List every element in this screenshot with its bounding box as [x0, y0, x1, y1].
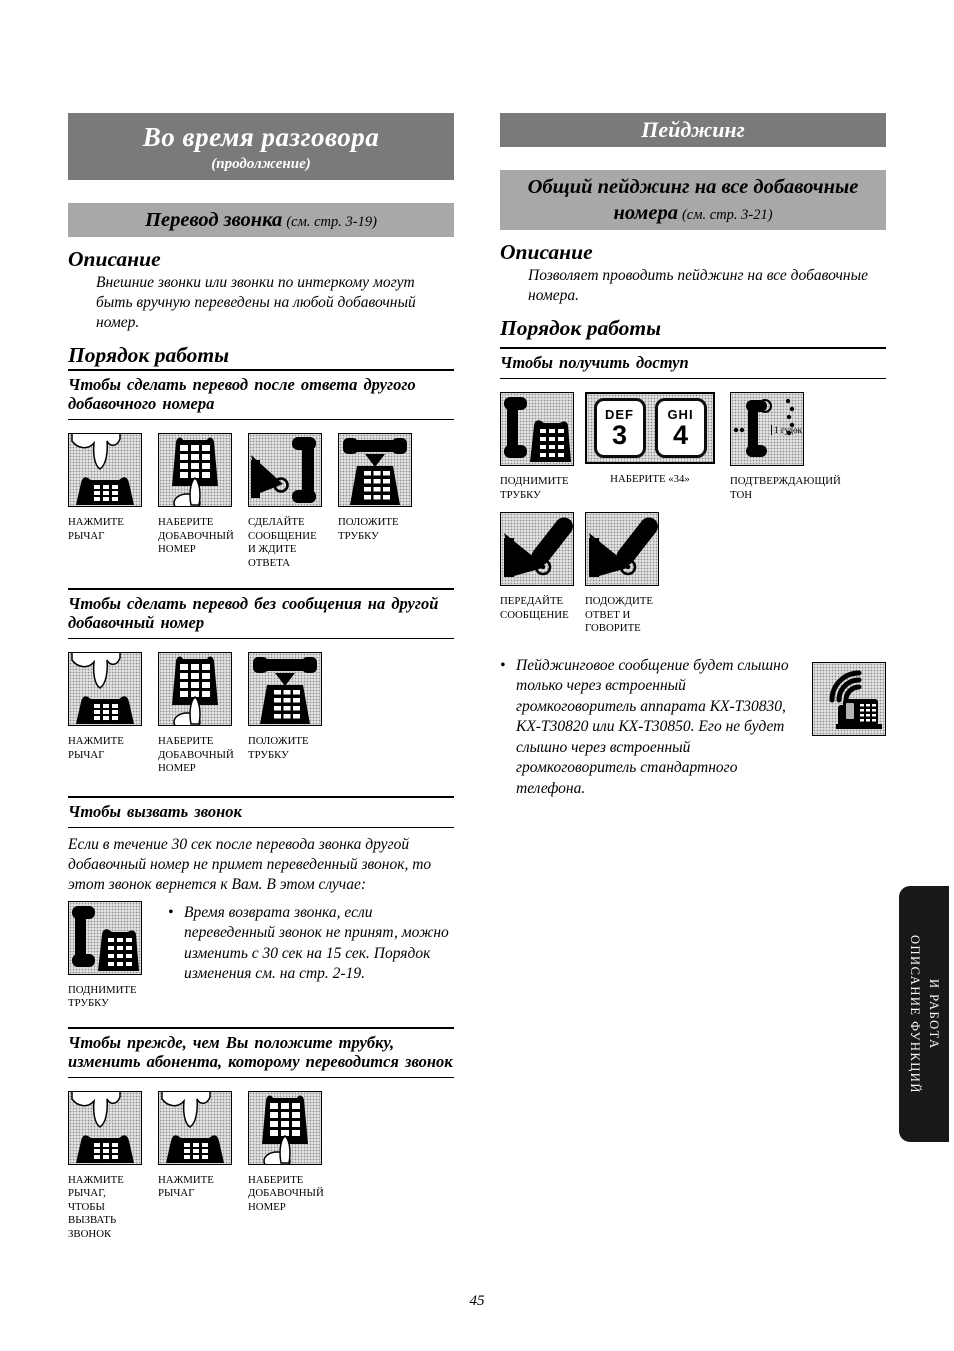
right-column [500, 113, 886, 799]
key-digit: 4 [672, 419, 689, 450]
description-text: Позволяет проводить пейджинг на все добавочные номера. [528, 267, 868, 304]
steps-row [68, 901, 454, 1011]
key-letters: DEF [605, 406, 634, 422]
step [585, 392, 715, 502]
step-label: НАБЕРИТЕ ДОБАВОЧНЫЙ НОМЕР [158, 735, 234, 774]
step-label: ПОДТВЕРЖДАЮЩИЙ ТОН [730, 475, 841, 501]
steps-row [500, 379, 886, 506]
step [158, 1091, 230, 1242]
feature-title: Общий пейджинг на все добавочные номера [527, 176, 859, 224]
step-label: НАЖМИТЕ РЫЧАГ, ЧТОБЫ ВЫЗВАТЬ ЗВОНОК [68, 1173, 124, 1240]
feature-banner-all-page [500, 170, 886, 230]
keys-34-icon [585, 392, 715, 464]
press-hook-icon [68, 1091, 142, 1165]
step [158, 433, 234, 570]
step [68, 652, 140, 776]
step-label: НАБЕРИТЕ ДОБАВОЧНЫЙ НОМЕР [158, 516, 234, 555]
step-label: ПОЛОЖИТЕ ТРУБКУ [338, 516, 399, 542]
note-text: Пейджинговое сообщение будет слышно только через встроенный громкоговоритель аппарата KX-T30830, KX-T30820 или KX-T30850. Его не будет слышно через встроенный громкоговоритель стандартного телефона. [516, 656, 789, 797]
steps-row [68, 639, 454, 780]
note-bullet: • [500, 656, 506, 674]
block-heading: Чтобы получить доступ [500, 347, 886, 379]
step-label: СДЕЛАЙТЕ СООБЩЕНИЕ И ЖДИТЕ ОТВЕТА [248, 516, 317, 569]
key-letters: GHI [667, 406, 694, 422]
note-text: Время возврата звонка, если переведенный звонок не принят, можно изменить с 30 сек на 15 сек. Порядок изменения см. на стр. 2-19. [184, 903, 449, 982]
step-label: НАБЕРИТЕ ДОБАВОЧНЫЙ НОМЕР [248, 1173, 324, 1213]
step-label: НАЖМИТЕ РЫЧАГ [158, 1173, 214, 1199]
step [68, 1091, 140, 1242]
step [500, 392, 572, 502]
block-heading: Чтобы сделать перевод без сообщения на другой добавочный номер [68, 588, 454, 639]
press-hook-icon [68, 652, 142, 726]
note-bullet: • [168, 903, 174, 921]
dial-keypad-icon [248, 1091, 322, 1165]
feature-title: Перевод звонка [145, 209, 283, 231]
step [158, 652, 234, 776]
steps-row [68, 420, 454, 574]
steps-row [500, 506, 886, 640]
dial-keypad-icon [158, 433, 232, 507]
step [68, 433, 140, 570]
key-digit: 3 [611, 419, 628, 450]
section-header-during-conversation [68, 113, 454, 180]
chapter-tab-line1: ОПИСАНИЕ ФУНКЦИЙ [908, 934, 922, 1094]
description-text: Внешние звонки или звонки по интеркому могут быть вручную переведены на любой добавочный номер. [96, 274, 416, 331]
description-heading: Описание [68, 247, 161, 271]
step [248, 1091, 324, 1242]
block-heading: Чтобы вызвать звонок [68, 796, 454, 828]
chapter-tab-text [905, 935, 943, 1094]
left-column [68, 113, 454, 1245]
procedure-heading: Порядок работы [68, 343, 230, 367]
hang-up-icon [338, 433, 412, 507]
talk-icon [585, 512, 659, 586]
step-label: ПЕРЕДАЙТЕ СООБЩЕНИЕ [500, 595, 569, 621]
step [248, 433, 320, 570]
step-label: НАБЕРИТЕ «34» [610, 473, 690, 485]
tone-count-label: 1 гудок [771, 425, 802, 435]
step [338, 433, 410, 570]
speakerphone-icon [812, 662, 886, 736]
announce-and-wait-icon [248, 433, 322, 507]
hang-up-icon [248, 652, 322, 726]
step [68, 901, 140, 1011]
section-title: Пейджинг [641, 117, 745, 142]
procedure-heading: Порядок работы [500, 316, 662, 340]
feature-page-ref: (см. стр. 3-21) [681, 207, 773, 223]
step-label: ПОДНИМИТЕ ТРУБКУ [500, 475, 569, 501]
step-label: ПОДНИМИТЕ ТРУБКУ [68, 983, 137, 1009]
speakerphone-icon-wrap [812, 662, 886, 800]
step [585, 512, 657, 636]
steps-row [68, 1078, 454, 1246]
press-hook-icon [68, 433, 142, 507]
step-label: НАЖМИТЕ РЫЧАГ [68, 735, 124, 761]
talk-icon [500, 512, 574, 586]
section-title: Во время разговора [142, 122, 380, 152]
key-4-ghi [655, 398, 707, 458]
lift-handset-icon [68, 901, 142, 975]
confirmation-tone-icon [730, 392, 804, 466]
step [248, 652, 320, 776]
press-hook-icon [158, 1091, 232, 1165]
description-heading: Описание [500, 240, 593, 264]
lift-handset-icon [500, 392, 574, 466]
step [730, 392, 840, 502]
chapter-tab-line2: И РАБОТА [927, 978, 941, 1050]
key-3-def [594, 398, 646, 458]
section-subtitle: (продолжение) [211, 156, 311, 172]
step-label: ПОЛОЖИТЕ ТРУБКУ [248, 735, 309, 761]
block-intro-text: Если в течение 30 сек после перевода звонка другой добавочный номер не примет переведенный звонок, то этот звонок вернется к Вам. В этом случае: [68, 835, 432, 893]
block-heading: Чтобы прежде, чем Вы положите трубку, изменить абонента, которому переводится звонок [68, 1027, 454, 1078]
feature-banner-call-transfer [68, 203, 454, 237]
note [168, 903, 454, 1011]
dial-keypad-icon [158, 652, 232, 726]
chapter-tab [899, 886, 949, 1142]
step [500, 512, 572, 636]
block-heading: Чтобы сделать перевод после ответа другого добавочного номера [68, 369, 454, 420]
step-label: ПОДОЖДИТЕ ОТВЕТ И ГОВОРИТЕ [585, 595, 653, 634]
section-header-paging [500, 113, 886, 147]
note [500, 656, 886, 800]
step-label: НАЖМИТЕ РЫЧАГ [68, 516, 124, 542]
feature-page-ref: (см. стр. 3-19) [286, 214, 377, 230]
page-number: 45 [469, 1293, 485, 1309]
